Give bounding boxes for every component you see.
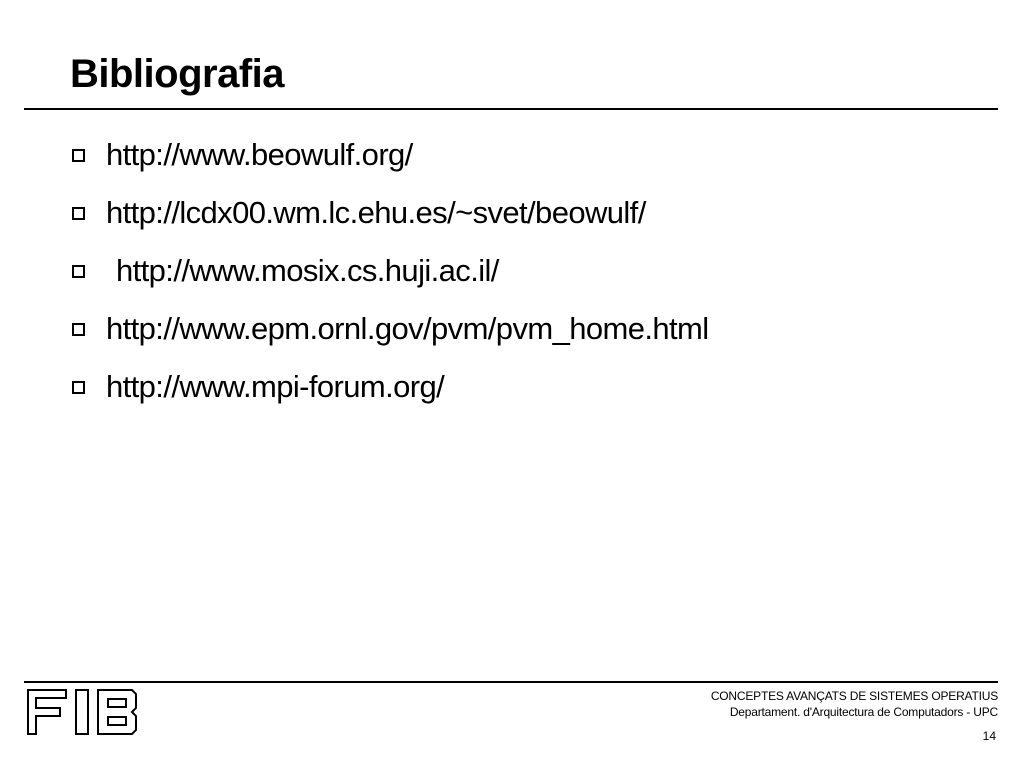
list-item xyxy=(72,184,709,242)
footer-divider xyxy=(24,681,998,683)
square-bullet-icon xyxy=(72,207,85,220)
bibliography-url[interactable]: http://www.epm.ornl.gov/pvm/pvm_home.html xyxy=(106,311,709,346)
square-bullet-icon xyxy=(72,323,85,336)
bibliography-url[interactable]: http://lcdx00.wm.lc.ehu.es/~svet/beowulf/ xyxy=(106,195,646,230)
course-name: CONCEPTES AVANÇATS DE SISTEMES OPERATIUS xyxy=(710,689,998,703)
square-bullet-icon xyxy=(72,381,85,394)
title-divider xyxy=(24,108,998,110)
list-item xyxy=(72,358,709,416)
bibliography-list xyxy=(72,126,709,416)
page-number: 14 xyxy=(982,729,996,743)
fib-logo xyxy=(24,688,140,736)
list-item xyxy=(72,126,709,184)
bibliography-url[interactable]: http://www.mpi-forum.org/ xyxy=(106,369,445,404)
list-item xyxy=(72,300,709,358)
list-item xyxy=(72,242,709,300)
slide-title: Bibliografia xyxy=(70,52,285,96)
bibliography-url[interactable]: http://www.beowulf.org/ xyxy=(106,137,413,172)
footer-info xyxy=(711,688,998,720)
square-bullet-icon xyxy=(72,149,85,162)
bibliography-url[interactable]: http://www.mosix.cs.huji.ac.il/ xyxy=(116,253,499,288)
square-bullet-icon xyxy=(72,265,85,278)
department-name: Departament. d'Arquitectura de Computadors - UPC xyxy=(729,705,998,719)
